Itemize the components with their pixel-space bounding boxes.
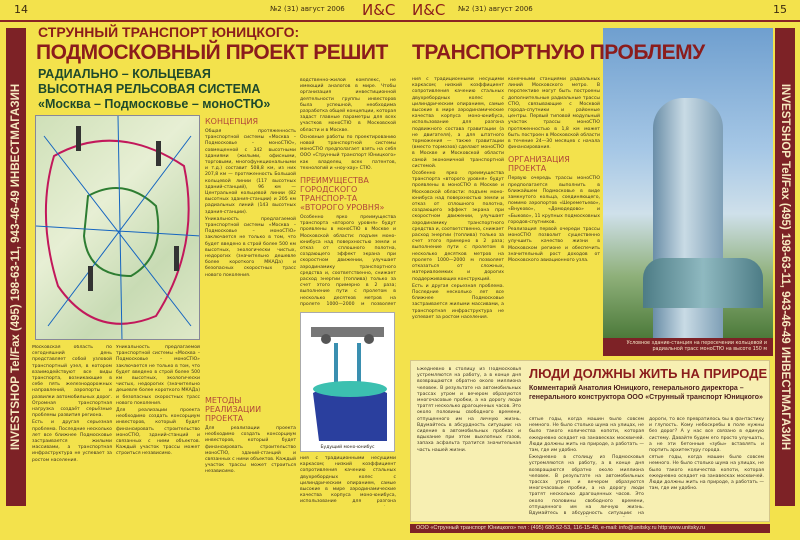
paragraph: ния с традиционными несущими каркасом; низкий коэффициент сопротивления качению стальных двухребордных колес с цилиндрическим опиранием, самые высокие в мире аэродинамические качества корпуса моно-юнибуса, использование для разгона подвижного состава гравитации (а не двигателя), а для штатного торможения — также гравитации (вместо тормозов) сделают моноСТЮ в Москве и Московской области самой экономичной транспортной системой. [412,77,504,169]
text-column [32,345,112,505]
comment-box [410,360,770,522]
text-column [205,392,296,505]
text-column [412,77,504,355]
paragraph: Первую очередь трассы моноСТЮ предполагается выполнить в ближайшем Подмосковье в виде замкнутого кольца, соединяющего, помимо аэропортов «Шереметьево», «Внуково», «Домодедово» и «Быково», 11 крупных подмосковных городов-спутников. [508,176,600,225]
paragraph: Для реализации проекта необходимо создать консорциум инвесторов, который будет финансировать строительство моноСТЮ, зданий-станций и связанных с ними объектов. Каждый участок трассы может строиться независимо. [116,408,200,457]
paragraph: дороги, то все превратилось бы в фантастику и глупость. Кому небоскребы в поле нужны без дорог? А у нас все связано в единую систему. Давайте будем его просто улучшать, а не эти бетонные «зубы» вставлять и портить архитектуру города. [649,417,764,454]
paragraph: ния с традиционными несущими каркасом; низкий коэффициент сопротивления качению стальных двухребордных колес с цилиндрическим опиранием, самые высокие в мире аэродинамические качества корпуса моно-юнибуса, использование для разгона [300,456,396,505]
section-heading: КОНЦЕПЦИЯ [205,117,259,126]
paragraph: Для реализации проекта необходимо создать консорциум инвесторов, который будет финансировать строительство моноСТЮ, зданий-станций и связанных с ними объектов. Каждый участок трассы может строиться независимо. [205,426,296,475]
subtitle-line: РАДИАЛЬНО – КОЛЬЦЕВАЯ [38,67,211,81]
article-kicker: СТРУННЫЙ ТРАНСПОРТ ЮНИЦКОГО: [38,24,300,40]
paragraph: водственно-жилой комплекс, не имеющий аналогов в мире. Чтобы организация инвестиционной деятельности группы инвесторов была успешной, необходима разработка общей концепции, которая задаст главные параметры для всех участков моноСТЮ в Московской области и в Москве. [300,78,396,133]
paragraph: Ежедневно в столицу из Подмосковья устремляются на работу, а в конце дня возвращаются обратно около миллиона человек. В результате на автомобильных трассах утром и вечером образуются многочасовые пробки, а на дорогу люди тратят несколько драгоценных часов. Это около половины свободного времени, отпущенного им на личную жизнь. Вдумайтесь в абсурдность ситуации: на [529,455,644,517]
magazine-logo-left: И&С [362,1,396,19]
paragraph: сятые годы, когда машин было совсем немного. Не было столько шума на улицах, не было такого количества копоти, которая ежедневно оседает на занавесках москвичей. Люди должны жить на природе, а работать — там, где им удобно. [649,455,764,492]
paragraph: Уникальность предлагаемой транспортной системы «Москва – Подмосковье – моноСТЮ» заключается не только в том, что будет введено в строй более 500 км высотных, экологически чистых, недорогих (значительно дешевле более короткого МКАДа) и безопасных скоростных трасс нового поколения. [205,216,296,278]
page-number-left: 14 [14,3,28,16]
paragraph: Реализация первой очереди трассы моноСТЮ позволит существенно улучшить качество жизни в Московском регионе и обеспечить значительный рост доходов от Московского авиационного узла. [508,227,600,264]
paragraph: Есть и другая серьезная проблема. Последние несколько лет все ближнее Подмосковье застраивается жилыми массивами, а транспортная инфраструктура не успевает за ростом населения. [412,283,504,320]
banner-text: INVESTSHOP Tel/Fax (495) 198-63-11, 943-46-49 ИНВЕСТМАГАЗИН [779,83,791,451]
side-banner-left [6,28,26,506]
section-heading: ОРГАНИЗАЦИЯ ПРОЕКТА [508,155,570,174]
tower-station-photo [603,28,773,338]
issue-label-left: №2 (31) август 2006 [270,5,345,13]
side-banner-right [775,28,795,506]
paragraph: Уникальность предлагаемой транспортной системы «Москва – Подмосковье – моноСТЮ» заключается не только в том, что будет введено в строй более 500 км высотных, экологически чистых, недорогих (значительно дешевле более короткого МКАДа) и безопасных скоростных трасс нового поколения. [116,345,200,406]
text-column [205,113,296,388]
header-rule [0,20,800,22]
text-column [300,456,396,506]
article-title-left: ПОДМОСКОВНЫЙ ПРОЕКТ РЕШИТ [36,41,388,64]
paragraph: Основные работы по проектированию новой транспортной системы моноСТЮ предполагает взять на себя ООО «Струнный транспорт Юницкого» как владелец всех патентов, технологий и «ноу-хау» СТЮ. [300,134,396,171]
paragraph: сятые годы, когда машин было совсем немного. Не было столько шума на улицах, не было такого количества копоти, которая ежедневно оседает на занавесках москвичей. Люди должны жить на природе, а работать — там, где им удобно. [529,417,644,454]
text-column [116,345,200,505]
paragraph: Особенно ярко преимущества транспорта «второго уровня» будут проявлены в моноСТЮ в Москве и Московской области: подъем моно-юнибуса над поверхностью земли и отказ от сплошного полотна, создающего эффект экрана при скоростном движении, улучшает аэродинамику транспортного средства и, соответственно, снижает расход энергии (топлива) только за счет этого примерно в 2 раза; выполнение пути с пролетом в несколько десятков метров на пролете 1000—2000 м позволяет [300,215,396,307]
comment-title: ЛЮДИ ДОЛЖНЫ ЖИТЬ НА ПРИРОДЕ [529,366,768,381]
comment-column [417,367,521,517]
subtitle-line: ВЫСОТНАЯ РЕЛЬСОВАЯ СИСТЕМА [38,82,261,96]
paragraph: конечными станциями радиальных линий Московского метро. В перспективе могут быть построены дополнительные радиальные трассы СТЮ, связывающие с Москвой города-спутники и районные центры. Первый типовой модульный участок трассы моноСТЮ протяженностью в 1,8 км может быть построен в Московской области в течение 24—30 месяцев с начала финансирования. [508,77,600,151]
illustration-caption: Будущий моно-юнибус [320,445,375,450]
issue-label-right: №2 (31) август 2006 [458,5,533,13]
page-number-right: 15 [773,3,787,16]
paragraph: Ежедневно в столицу из Подмосковья устремляются на работу, а в конце дня возвращаются обратно около миллиона человек. В результате на автомобильных трассах утром и вечером образуются многочасовые пробки, а на дорогу люди тратят несколько драгоценных часов. Это около половины свободного времени, отпущенного им на личную жизнь. Вдумайтесь в абсурдность ситуации: на сидение в автомобильных пробках и вдыхание при этом выхлопных газов, запаха асфальта тратится значительная часть нашей жизни. [417,367,521,453]
paragraph: Общая протяженность транспортной системы «Москва – Подмосковье – моноСТЮ», совмещенной с 342 высотными зданиями (жилыми, офисными, торговыми, многофункциональными и т.д.) составит 508,8 км, из них 207,8 км — протяженность Большой кольцевой линии (117 высотных зданий-станций), 96 км — Центральной кольцевой линии (82 высотных здания-станции) и 205 км радиальных линий (143 высотных здания-станции). [205,129,296,215]
paragraph: Есть и другая серьезная проблема. Последние несколько лет все ближнее Подмосковье застраивается жилыми массивами, а транспортная инфраструктура не успевает за ростом населения. [32,420,112,463]
banner-text: INVESTSHOP Tel/Fax (495) 198-63-11, 943-46-49 ИНВЕСТМАГАЗИН [10,83,22,451]
comment-column [529,417,644,517]
photo-caption: Условное здание-станция на пересечении кольцевой и радиальной трасс моноСТЮ на высоте 150 м [603,338,773,356]
comment-subtitle: Комментарий Анатолия Юницкого, генерального директора – генерального конструктора ООО «Струнный транспорт Юницкого» [529,385,763,401]
text-column [508,77,600,355]
paragraph: Особенно ярко преимущества транспорта «второго уровня» будут проявлены в моноСТЮ в Москве и Московской области: подъем моно-юнибуса над поверхностью земли и отказ от сплошного полотна, создающего эффект экрана при скоростном движении, улучшает аэродинамику транспортного средства и, соответственно, снижает расход энергии (топлива) только за счет этого примерно в 2 раза; выполнение пути с пролетом в несколько десятков метров на пролете 1000—2000 м позволяет отказаться от сложных, материалоемких и дорогих поддерживающих конструкций. [412,171,504,282]
magazine-logo-right: И&С [412,1,446,19]
section-heading: ПРЕИМУЩЕСТВА ГОРОДСКОГО ТРАНСПОР-ТА «ВТОРОГО УРОВНЯ» [300,176,385,213]
contact-footer: ООО «Струнный транспорт Юницкого» тел : (495) 680-52-53, 116-15-48, e-mail: info@unitsky.ru http:www.unitsky.ru [410,524,770,533]
subtitle-line: «Москва – Подмосковье – моноСТЮ» [38,97,271,111]
article-subtitle [38,67,300,112]
route-map-image [35,115,200,340]
section-heading: МЕТОДЫ РЕАЛИЗАЦИИ ПРОЕКТА [205,396,262,423]
article-title-right: ТРАНСПОРТНУЮ ПРОБЛЕМУ [412,41,705,64]
paragraph: Московская область по сегодняшний день представляет собой узловой транспортный узел, в котором взаимодействуют все виды транспорта, возникающие в себе пять железнодорожных направлений, аэропорты и развилки автомобильных дорог. Огромная транспортная нагрузка создаёт серьёзные проблемы развития региона. [32,345,112,419]
comment-column [649,417,764,517]
text-column [300,78,396,308]
monounibus-illustration [300,312,395,452]
